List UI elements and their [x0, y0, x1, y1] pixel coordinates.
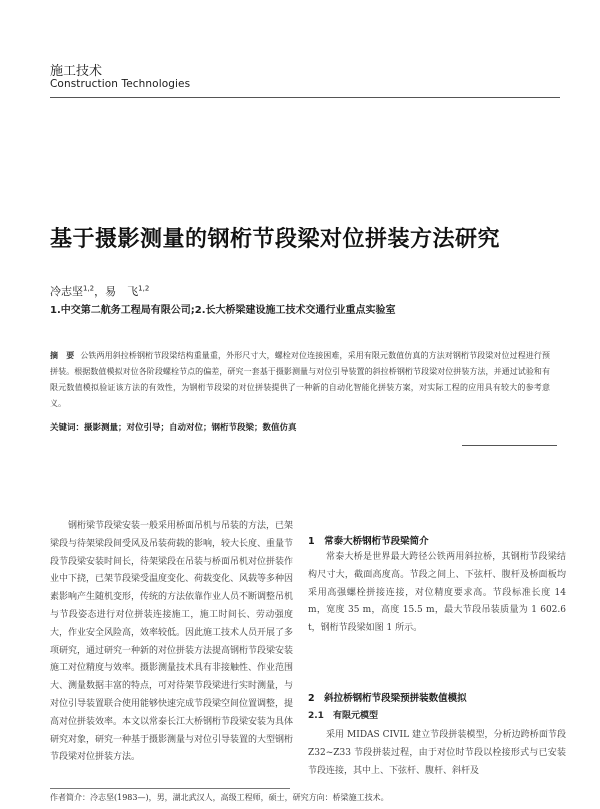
journal-section-label: 施工技术: [50, 64, 103, 79]
article-title: 基于摄影测量的钢桁节段梁对位拼装方法研究: [50, 227, 501, 252]
intro-paragraph: 钢桁梁节段梁安装一般采用桥面吊机与吊装的方法，已架梁段与待架梁段间受风及吊装荷载的影响，较大长度、重量节段节段梁安装时间长，待架梁段在吊装与桥面吊机对位拼装作业中下挠，已架节段梁受温度变化、荷载变化、风载等多种因素影响产生随机变形，传统的方法依靠作业人员不断调整吊机与节段姿态进行对位拼装连接施工，施工时间长、劳动强度大，作业安全风险高，效率较低。因此施工技术人员开展了多项研究，通过研究一种新的对位拼装方法提高钢桁节段梁安装施工对位精度与效率。摄影测量技术具有非接触性、作业范围大、测量数据丰富的特点，可对待架节段梁进行实时测量，与对位引导装置联合使用能够快速完成节段梁空间位置调整，提高对位拼装效率。本文以常泰长江大桥钢桁节段梁安装为具体研究对象，研究一种基于摄影测量与对位引导装置的大型钢桁节段梁对位拼装方法。: [50, 521, 294, 763]
author-affiliation-mark: 1,2: [83, 284, 95, 293]
author-separator: ，: [94, 285, 106, 298]
keywords-label: 关键词: [50, 423, 76, 433]
header-divider: [50, 97, 560, 98]
author-affiliations: 1.中交第二航务工程局有限公司;2.长大桥梁建设施工技术交通行业重点实验室: [50, 305, 396, 316]
subsection-heading: 2.1 有限元模型: [308, 711, 378, 721]
keywords-divider: [462, 445, 557, 446]
abstract: [50, 348, 550, 412]
author-line: [50, 283, 149, 299]
journal-section-label-en: Construction Technologies: [50, 78, 191, 90]
keywords-text: 摄影测量；对位引导；自动对位；钢桁节段梁；数值仿真: [84, 423, 297, 433]
keywords: 关键词：摄影测量；对位引导；自动对位；钢桁节段梁；数值仿真: [50, 423, 297, 433]
author-footnote: 作者简介：冷志坚(1983—)，男，湖北武汉人，高级工程师，硕士，研究方向：桥梁施工技术。: [50, 793, 389, 802]
author-affiliation-mark: 1,2: [138, 284, 150, 293]
section-heading: 1 常泰大桥钢桁节段梁简介: [308, 536, 429, 547]
section-paragraph: 常泰大桥是世界最大跨径公铁两用斜拉桥，其钢桁节段梁结构尺寸大，截面高度高。节段之间上、下弦杆、腹杆及桥面板均采用高强螺栓拼接连接，对位精度要求高。节段标准长度 14 m，宽度 35 m，高度 15.5 m，最大节段吊装质量为 1 602.6 t，钢桁节段梁如图 1 所示。: [308, 552, 566, 634]
section-heading: 2 斜拉桥钢桁节段梁预拼装数值模拟: [308, 693, 467, 704]
author-name: 易 飞: [105, 285, 139, 298]
author-name: 冷志坚: [50, 285, 83, 298]
abstract-label: 摘 要: [50, 351, 75, 360]
footnote-divider: [50, 788, 290, 789]
section-paragraph: 采用 MIDAS CIVIL 建立节段拼装模型，分析边跨桥面节段 Z32~Z33 节段拼装过程，由于对位时节段以栓接形式与已安装节段连接，其中上、下弦杆、腹杆、斜杆及: [308, 730, 566, 776]
abstract-text: 公铁两用斜拉桥钢桁节段梁结构重量重，外形尺寸大，螺栓对位连接困难，采用有限元数值仿真的方法对钢桁节段梁对位过程进行预拼装。根据数值模拟对位各阶段螺栓节点的偏差，研究一套基于摄影测量与对位引导装置的斜拉桥钢桁节段梁对位拼装方法，并通过试验和有限元数值模拟验证该方法的有效性，为钢桁节段梁的对位拼装提供了一种新的自动化智能化拼装方案，对实际工程的应用具有较大的参考意义。: [50, 351, 551, 408]
